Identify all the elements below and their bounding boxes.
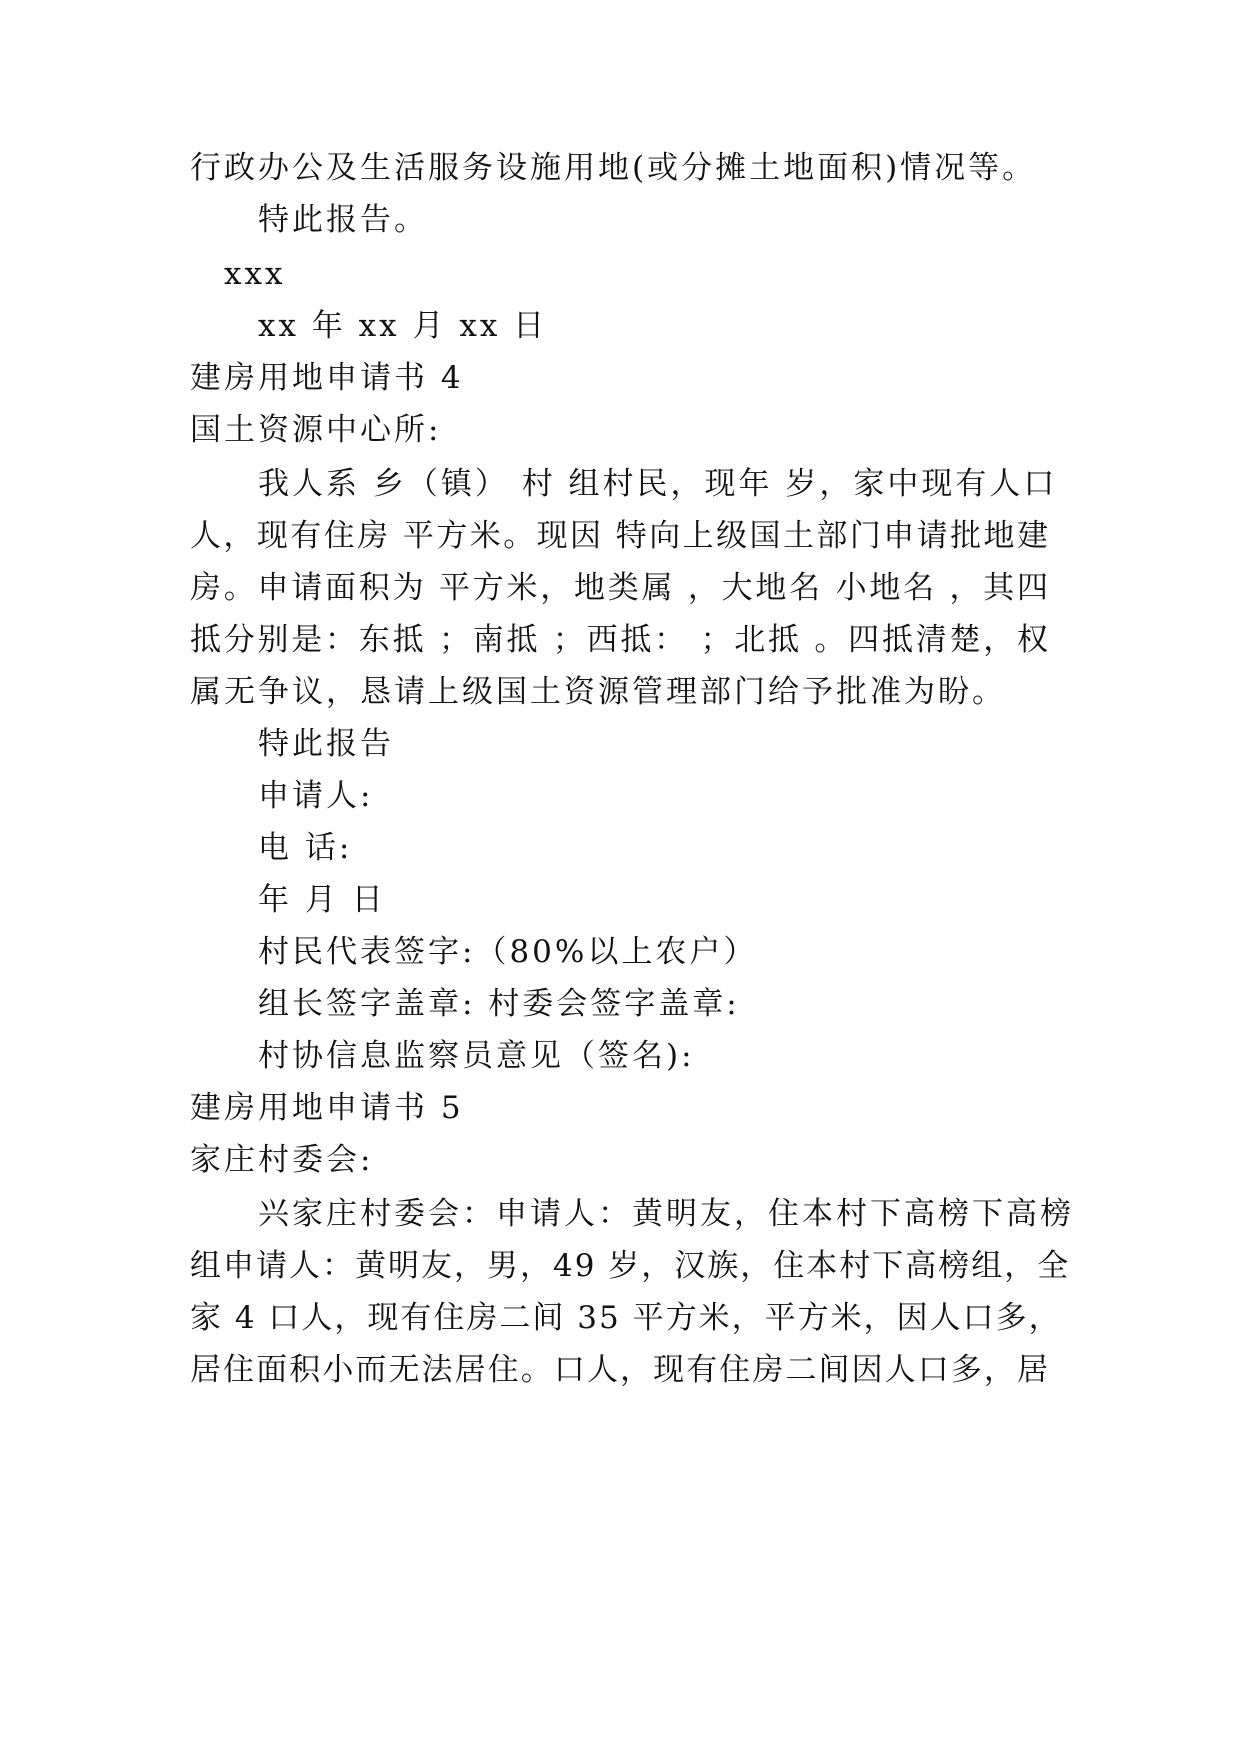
- paragraph-line: 属无争议，恳请上级国土资源管理部门给予批准为盼。: [190, 674, 1006, 710]
- paragraph-line: 人，现有住房 平方米。现因 特向上级国土部门申请批地建: [190, 518, 1050, 554]
- paragraph-line: 房。申请面积为 平方米，地类属 ，大地名 小地名 ，其四: [190, 570, 1050, 606]
- paragraph-line: 居住面积小而无法居住。口人，现有住房二间因人口多，居: [190, 1352, 1050, 1388]
- paragraph-line: 我人系 乡（镇） 村 组村民，现年 岁，家中现有人口: [258, 466, 1058, 502]
- villager-signature-field: 村民代表签字:（80%以上农户）: [258, 934, 758, 970]
- signature-date: xx 年 xx 月 xx 日: [258, 308, 548, 344]
- section-title: 建房用地申请书 4: [190, 360, 464, 396]
- addressee: 国土资源中心所:: [190, 412, 442, 448]
- paragraph-line: 行政办公及生活服务设施用地(或分摊土地面积)情况等。: [190, 150, 1037, 186]
- date-field: 年 月 日: [258, 882, 386, 918]
- paragraph-line: 兴家庄村委会：申请人：黄明友，住本村下高榜下高榜: [258, 1196, 1074, 1232]
- applicant-field: 申请人:: [258, 778, 374, 814]
- addressee: 家庄村委会:: [190, 1142, 374, 1178]
- phone-field: 电 话:: [258, 830, 353, 866]
- closing-text: 特此报告。: [258, 202, 428, 238]
- closing-text: 特此报告: [258, 726, 394, 762]
- leader-signature-field: 组长签字盖章: 村委会签字盖章:: [258, 986, 740, 1022]
- inspector-opinion-field: 村协信息监察员意见（签名):: [258, 1038, 695, 1074]
- paragraph-line: 组申请人：黄明友，男，49 岁，汉族，住本村下高榜组，全: [190, 1248, 1071, 1284]
- signature-name: xxx: [224, 256, 286, 292]
- paragraph-line: 抵分别是：东抵 ；南抵 ；西抵： ；北抵 。四抵清楚，权: [190, 622, 1050, 658]
- paragraph-line: 家 4 口人，现有住房二间 35 平方米，平方米，因人口多，: [190, 1300, 1062, 1336]
- section-title: 建房用地申请书 5: [190, 1090, 464, 1126]
